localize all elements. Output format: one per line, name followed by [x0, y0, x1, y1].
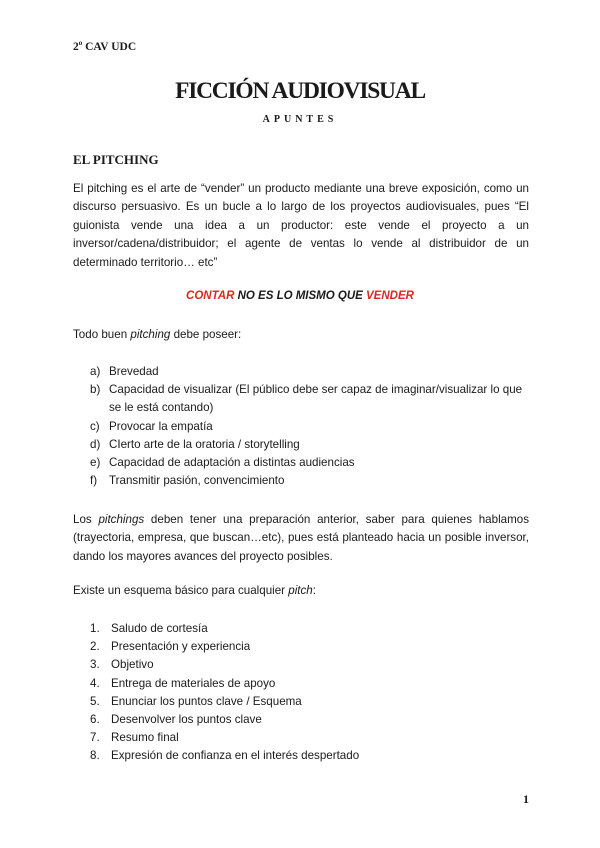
list-item-text: Brevedad: [109, 365, 159, 378]
list-item-text: Enunciar los puntos clave / Esquema: [111, 694, 302, 708]
paragraph-definition: El pitching es el arte de “vender” un producto mediante una breve exposición, como un discurso persuasivo. Es un bucle a lo largo de los proyectos audiovisuales, pues “El guionista vende una idea a un productor: este vende el proyecto a un inversor/cadena/distribuidor; el agente de ventas lo vende al distribuidor de un determinado territorio… etc”: [73, 182, 529, 269]
course-suffix: CAV UDC: [82, 40, 137, 53]
list-item-text: Objetivo: [111, 658, 154, 672]
list-item: [90, 436, 532, 454]
list-item: [90, 638, 532, 656]
intro-italic: pitching: [130, 328, 171, 341]
list-item: [90, 418, 532, 436]
course-superscript: o: [78, 39, 83, 47]
steps-intro-text: Existe un esquema básico para cualquier: [73, 584, 289, 597]
list-item-text: Saludo de cortesía: [111, 622, 208, 635]
list-item: [90, 381, 532, 417]
highlight-word-contar: CONTAR: [186, 290, 235, 302]
para2-text: Los: [73, 513, 99, 526]
course-prefix: 2: [73, 40, 79, 53]
list-item: [90, 656, 532, 674]
list-marker: a): [90, 365, 101, 378]
list-marker: 3.: [90, 658, 100, 672]
list-marker: 6.: [90, 713, 100, 727]
list-item-text: Entrega de materiales de apoyo: [111, 676, 276, 690]
list-marker: d): [90, 437, 101, 451]
steps-intro-italic: pitch: [288, 584, 313, 597]
list-marker: e): [90, 456, 101, 470]
steps-intro-end: :: [312, 584, 316, 597]
highlight-word-vender: VENDER: [366, 290, 414, 302]
list-marker: 4.: [90, 676, 100, 690]
paragraph-preparation: [73, 511, 529, 566]
list-item: [90, 620, 532, 638]
list-item-text: Transmitir pasión, convencimiento: [109, 474, 285, 488]
list-item: [90, 693, 532, 711]
document-subtitle: APUNTES: [262, 114, 338, 125]
list-marker: f): [90, 474, 98, 488]
list-marker: 5.: [90, 694, 100, 708]
steps-intro: [73, 584, 316, 597]
para2-text-end: deben tener una preparación anterior, saber para quienes hablamos (trayectoria, empresa, que buscan…etc), pues está planteado hacia un posible inversor, dando los mayores avances del proyecto posibles.: [73, 513, 529, 563]
list-item-text: Expresión de confianza en el interés despertado: [111, 749, 360, 763]
list-item-text: Presentación y experiencia: [111, 640, 251, 654]
list-marker: 1.: [90, 622, 100, 635]
list-item: [90, 675, 532, 693]
list-marker: b): [90, 383, 101, 397]
highlight-middle: NO ES LO MISMO QUE: [234, 290, 367, 302]
para2-italic: pitchings: [98, 513, 145, 526]
list-item-text: CIerto arte de la oratoria / storytelling: [109, 437, 300, 451]
list-item-text: Capacidad de visualizar (El público debe ser capaz de imaginar/visualizar lo que se le está contando): [109, 383, 523, 415]
intro-text-end: debe poseer:: [170, 328, 242, 341]
list-marker: 2.: [90, 640, 100, 654]
list-item-text: Desenvolver los puntos clave: [111, 713, 262, 727]
course-header: [73, 39, 136, 53]
list-item-text: Provocar la empatía: [109, 419, 213, 433]
qualities-list: [90, 363, 532, 490]
steps-list: [90, 620, 532, 766]
list-item-text: Capacidad de adaptación a distintas audiencias: [109, 456, 355, 470]
qualities-intro: [73, 328, 241, 341]
list-marker: 7.: [90, 731, 100, 745]
section-heading: EL PITCHING: [73, 152, 159, 167]
list-item: [90, 747, 532, 765]
list-marker: 8.: [90, 749, 100, 763]
list-item-text: Resumo final: [111, 731, 179, 745]
list-marker: c): [90, 419, 100, 433]
list-item: [90, 454, 532, 472]
page-number: 1: [523, 792, 529, 806]
list-item: [90, 363, 532, 381]
list-item: [90, 729, 532, 747]
highlight-statement: [0, 290, 600, 302]
list-item: [90, 711, 532, 729]
list-item: [90, 472, 532, 490]
document-title: FICCIÓN AUDIOVISUAL: [175, 78, 425, 103]
intro-text: Todo buen: [73, 328, 131, 341]
